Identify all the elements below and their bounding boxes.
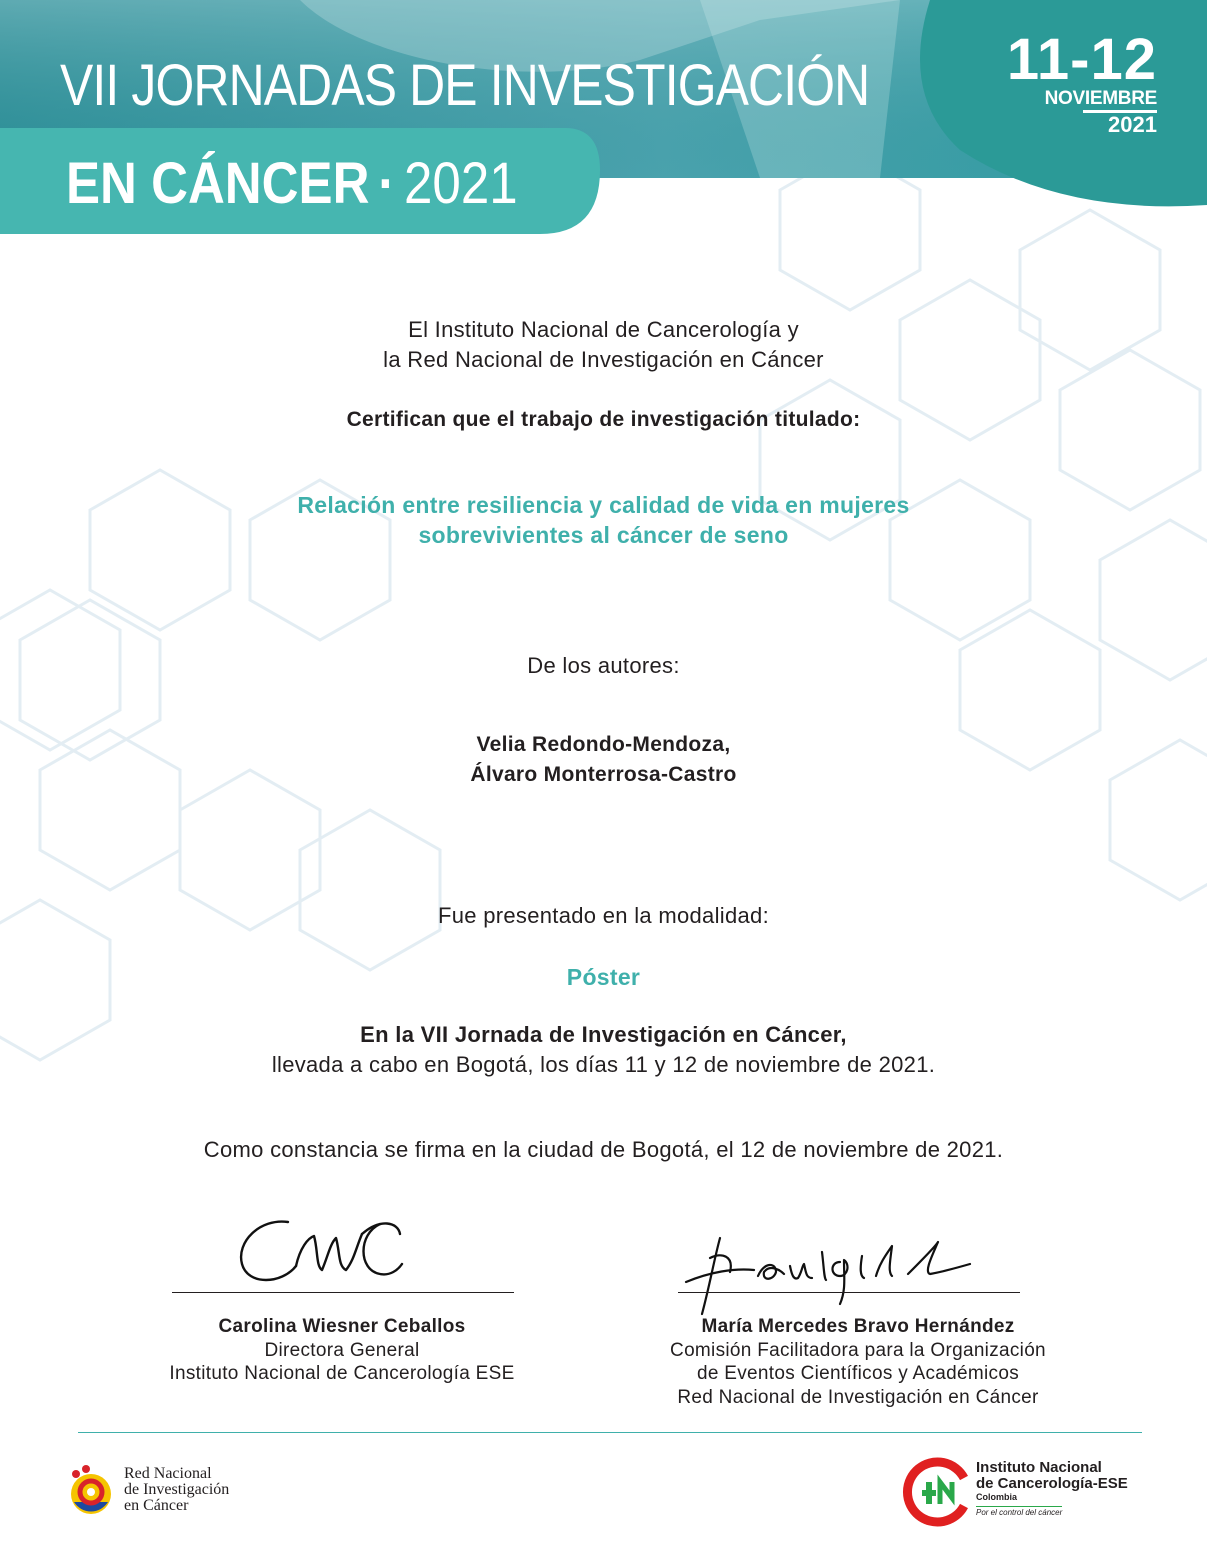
signatory-right-role-line2: de Eventos Científicos y Académicos [696, 1363, 1020, 1384]
red-nacional-emblem-icon [66, 1462, 116, 1522]
instituto-logo-line2: de Cancerología-ESE [976, 1475, 1128, 1492]
red-nacional-logo-line1: Red Nacional [124, 1465, 212, 1482]
event-date-year: 2021 [1108, 112, 1157, 137]
work-title-line-2: sobrevivientes al cáncer de seno [418, 522, 789, 548]
signatory-right-name: María Mercedes Bravo Hernández [701, 1316, 1015, 1337]
signature-left-line [172, 1292, 514, 1293]
instituto-nacional-logo-text [976, 1460, 1128, 1520]
signatory-right-org: Red Nacional de Investigación en Cáncer [677, 1386, 1039, 1408]
signature-left-image [230, 1208, 420, 1294]
signatory-right-role-line1: Comisión Facilitadora para la Organización [670, 1339, 1046, 1361]
event-date [1006, 27, 1157, 137]
event-title-line2 [66, 150, 518, 217]
red-nacional-logo-line3: en Cáncer [124, 1497, 189, 1514]
authors-label: De los autores: [527, 653, 680, 678]
closing-statement: Como constancia se firma en la ciudad de Bogotá, el 12 de noviembre de 2021. [203, 1137, 1004, 1162]
instituto-logo-tagline: Por el control del cáncer [976, 1508, 1063, 1517]
signatory-right [658, 1315, 1058, 1409]
event-statement [0, 1020, 1207, 1080]
issuer-line-2: la Red Nacional de Investigación en Cáncer [383, 347, 824, 372]
red-nacional-logo [66, 1460, 256, 1530]
event-line-2: llevada a cabo en Bogotá, los días 11 y 12 de noviembre de 2021. [271, 1052, 936, 1077]
event-title-year: 2021 [404, 151, 518, 216]
author-1: Velia Redondo-Mendoza, [476, 733, 731, 756]
instituto-logo-line3: Colombia [976, 1492, 1018, 1502]
modality-label: Fue presentado en la modalidad: [438, 903, 769, 928]
instituto-nacional-emblem-icon [902, 1456, 974, 1528]
instituto-nacional-logo [902, 1456, 1152, 1546]
authors [0, 730, 1207, 790]
issuer-line-1: El Instituto Nacional de Cancerología y [408, 317, 799, 342]
signatory-left-name: Carolina Wiesner Ceballos [218, 1316, 466, 1337]
footer-divider [78, 1432, 1142, 1433]
author-2: Álvaro Monterrosa-Castro [470, 763, 737, 786]
issuers [0, 315, 1207, 375]
work-title-line-1: Relación entre resiliencia y calidad de vida en mujeres [297, 492, 910, 518]
red-nacional-logo-line2: de Investigación [124, 1481, 230, 1498]
work-title [0, 490, 1207, 550]
red-nacional-logo-text [124, 1466, 229, 1514]
certify-statement: Certifican que el trabajo de investigación titulado: [346, 408, 861, 431]
signatory-left-role: Directora General [264, 1339, 420, 1361]
event-line-1: En la VII Jornada de Investigación en Cáncer, [360, 1022, 847, 1047]
event-date-month: NOVIEMBRE [1044, 88, 1157, 109]
instituto-logo-line1: Instituto Nacional [976, 1459, 1102, 1476]
event-title-separator: · [378, 151, 396, 216]
event-title-line1: VII JORNADAS DE INVESTIGACIÓN [60, 53, 870, 118]
event-header [0, 0, 1207, 240]
signature-right-line [678, 1292, 1020, 1293]
event-date-days: 11-12 [1006, 27, 1157, 92]
signature-right-image [680, 1232, 1010, 1322]
event-title-en-cancer: EN CÁNCER [66, 151, 370, 216]
signatory-left [142, 1315, 542, 1386]
modality-value: Póster [566, 964, 641, 990]
signatory-left-org: Instituto Nacional de Cancerología ESE [169, 1363, 515, 1384]
